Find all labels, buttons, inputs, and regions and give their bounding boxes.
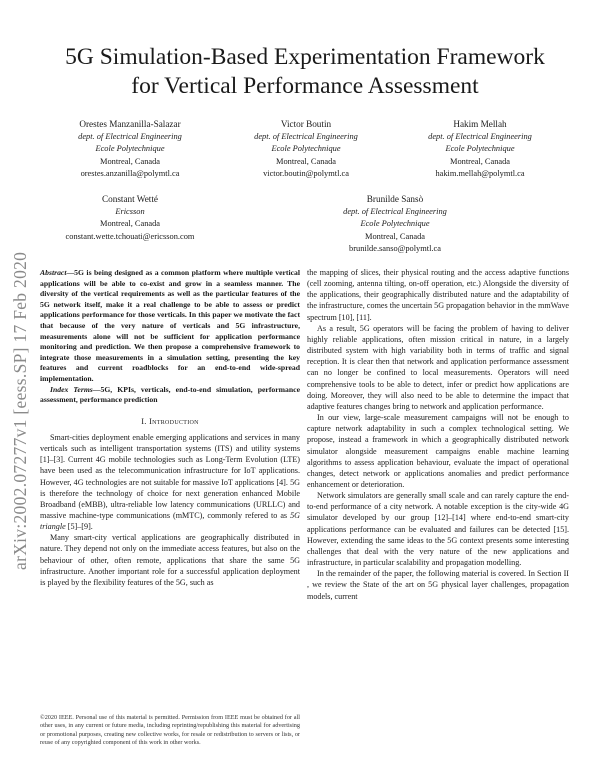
- author-block-2: [216, 118, 396, 181]
- author-city: Montreal, Canada: [365, 231, 425, 241]
- index-terms: [40, 385, 300, 406]
- author-city: Montreal, Canada: [450, 156, 510, 166]
- author-institution: Ecole Polytechnique: [95, 144, 165, 154]
- author-block-3: [390, 118, 570, 181]
- paragraph-text-end: [5]–[9].: [65, 522, 93, 532]
- author-name: Constant Wetté: [102, 194, 158, 204]
- author-institution: Ecole Polytechnique: [360, 219, 430, 229]
- author-dept: dept. of Electrical Engineering: [428, 131, 532, 141]
- author-block-5: [305, 193, 485, 256]
- paragraph: Many smart-city vertical applications are geographically distributed in nature. They depend not only on the immediate access features, but also on the behaviour of other, often remote, applications that share the same 5G infrastructure. Another important role for a successful application deployment is played by the flexibility features of the 5G, such as: [40, 533, 300, 587]
- paragraph-term: 5G triangle: [40, 510, 300, 532]
- author-city: Montreal, Canada: [100, 219, 160, 229]
- author-name: Orestes Manzanilla-Salazar: [79, 119, 181, 129]
- author-city: Montreal, Canada: [276, 156, 336, 166]
- author-block-4: [40, 193, 220, 243]
- author-name: Brunilde Sansò: [366, 194, 424, 204]
- author-email: victor.boutin@polymtl.ca: [263, 169, 349, 179]
- arxiv-identifier: arXiv:2002.07277v1 [eess.SP] 17 Feb 2020: [10, 251, 30, 570]
- abstract-text: —5G is being designed as a common platform where multiple vertical applications will be able to co-exist and grow in a seamless manner. The diversity of the vertical requirements as well as the particular features of the 5G network itself, make it a real challenge to be able to assess or predict applications performance for those verticals. In this paper we motivate the fact that because of the very nature of verticals and 5G infrastructure, measurements alone will not be sufficient for application performance monitoring and prediction. We then propose a comprehensive framework to integrate those measurements in a simulation setting, presenting the key features and current roadblocks for an end-to-end wide-spread implementation.: [40, 268, 300, 383]
- title-line-2: for Vertical Performance Assessment: [131, 73, 479, 99]
- abstract: [40, 268, 300, 385]
- author-block-1: [40, 118, 220, 181]
- author-dept: dept. of Electrical Engineering: [254, 131, 358, 141]
- author-name: Hakim Mellah: [453, 119, 507, 129]
- section-heading: I. Introduction: [141, 416, 199, 426]
- copyright-notice: ©2020 IEEE. Personal use of this material is permitted. Permission from IEEE must be obtained for all other uses, in any current or future media, including reprinting/republishing this material for advertising or promotional purposes, creating new collective works, for resale or redistribution to servers or lists, or reuse of any copyrighted component of this work in other works.: [40, 714, 300, 746]
- author-email: constant.wette.tchouati@ericsson.com: [65, 231, 195, 241]
- left-column: [40, 268, 300, 588]
- author-email: brunilde.sanso@polymtl.ca: [349, 244, 441, 254]
- paragraph: [40, 432, 300, 532]
- paragraph: Network simulators are generally small scale and can rarely capture the end-to-end performance of a city network. A notable exception is the city-wide 4G simulator developed by our group [12]–[14] where end-to-end smart-city applications performance can be evaluated and failures can be detected [15]. However, extending the same ideas to the 5G context presents some interesting challenges that deal with the very nature of the new applications and infrastructure, in particular scalability and propagation modelling.: [307, 491, 569, 568]
- author-institution: Ecole Polytechnique: [271, 144, 341, 154]
- author-city: Montreal, Canada: [100, 156, 160, 166]
- author-email: orestes.anzanilla@polymtl.ca: [80, 169, 180, 179]
- author-email: hakim.mellah@polymtl.ca: [435, 169, 525, 179]
- author-name: Victor Boutin: [280, 119, 332, 129]
- abstract-label: Abstract: [40, 268, 67, 277]
- author-institution: Ecole Polytechnique: [445, 144, 515, 154]
- index-terms-label: Index Terms: [50, 384, 93, 394]
- right-column: [307, 267, 569, 602]
- author-dept: dept. of Electrical Engineering: [78, 131, 182, 141]
- paper-title: [40, 43, 570, 101]
- index-terms-text: —5G, KPIs, verticals, end-to-end simulation, performance assessment, performance prediction: [40, 384, 301, 405]
- author-institution: Ericsson: [115, 206, 145, 216]
- paragraph-text: Smart-cities deployment enable emerging applications and services in many verticals such as intelligent transportation systems (ITS) and utility systems [1]–[3]. Current 4G mobile technologies such as Long-Term Evolution (LTE) have been used as the telecommunication infrastructure for IoT applications. However, 4G technologies are not suitable for massive IoT applications [4]. 5G is therefore the technology of choice for next generation enhanced Mobile Broadband (eMBB), ultra-reliable low latency communications (URLLC) and massive machine-type communications (mMTC), commonly refered to as: [40, 432, 300, 520]
- paragraph: the mapping of slices, their physical routing and the access adaptive functions (cell zooming, antenna tilting, on-off operation, etc.) Alongside the diversity of the applications, their geographically distributed nature and the adaptability of the infrastructure, comes the uncertain 5G propagation behavior in the mmWave spectrum [10], [11].: [307, 268, 569, 322]
- paragraph: In our view, large-scale measurement campaigns will not be enough to capture network adaptability in such a complex technological setting. We propose, instead a framework in which a geographically distributed network simulator alongside measurement campaigns enable machine learning algorithms to assess application behaviour, evaluate the impact of operational changes, detect network or applications anomalies and predict performance enhancement or deterioration.: [307, 413, 569, 489]
- author-dept: dept. of Electrical Engineering: [343, 206, 447, 216]
- title-line-1: 5G Simulation-Based Experimentation Framework: [65, 44, 545, 70]
- paragraph: In the remainder of the paper, the following material is covered. In Section II , we review the State of the art on 5G physical layer challenges, propagation models, current: [307, 569, 569, 601]
- paragraph: As a result, 5G operators will be facing the problem of having to deliver highly reliable applications, often mission critical in nature, in a largely distributed system with high variability both in terms of traffic and signal reception. It is clear then that network and application performance assessment can no longer be confined to local measurements. Operators will need comprehensive tools to be able to detect, infer or predict how applications are doing. Moreover, they will also need to be able to determine the impact that adaptive features changes bring to network and application performance.: [307, 323, 569, 411]
